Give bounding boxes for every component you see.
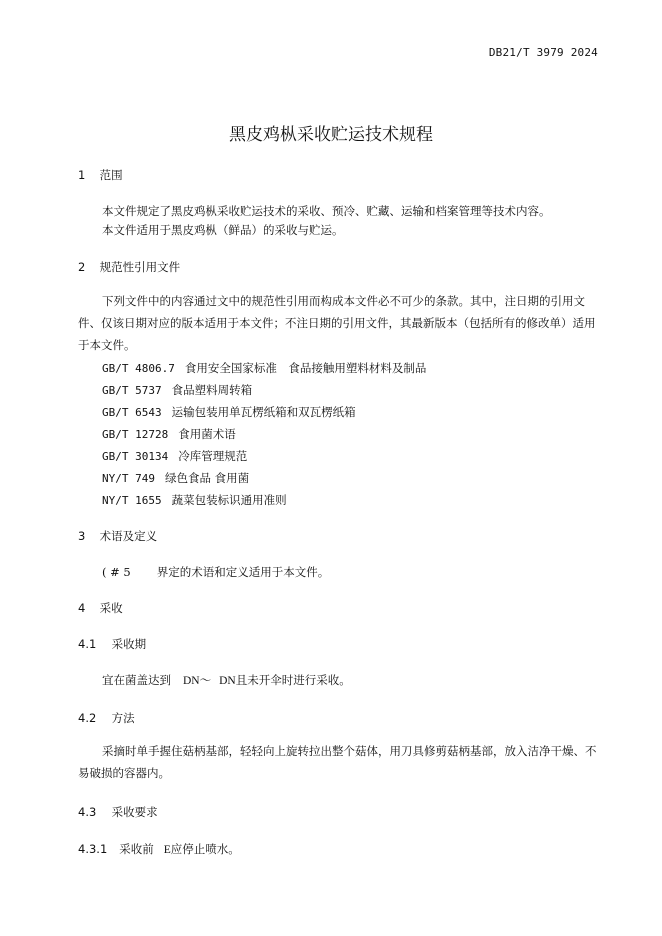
section-number: 4.2 bbox=[78, 711, 97, 725]
reference-title: 蔬菜包装标识通用准则 bbox=[171, 493, 287, 507]
section-4-2-heading bbox=[78, 710, 135, 726]
reference-title: 食用安全国家标准 食品接触用塑料材料及制品 bbox=[184, 361, 427, 375]
reference-title: 绿色食品 食用菌 bbox=[164, 471, 250, 485]
reference-item bbox=[102, 492, 287, 508]
garbled-value: DN bbox=[219, 675, 236, 687]
section-2-heading bbox=[78, 259, 180, 275]
section-number: 4.1 bbox=[78, 637, 97, 651]
section-4-1-heading bbox=[78, 636, 146, 652]
document-title: 黑皮鸡枞采收贮运技术规程 bbox=[229, 125, 433, 145]
text-part: 采收前 bbox=[119, 842, 154, 856]
section-4-3-heading bbox=[78, 804, 158, 820]
section-4-3-1-text bbox=[78, 841, 240, 857]
reference-item bbox=[102, 448, 247, 464]
section-number: 4.3.1 bbox=[78, 842, 108, 856]
section-number: 3 bbox=[78, 529, 86, 543]
section-title: 范围 bbox=[99, 168, 123, 182]
reference-title: 食品塑料周转箱 bbox=[171, 383, 253, 397]
garbled-reference: ( # 5 bbox=[102, 565, 131, 579]
definition-text: 界定的术语和定义适用于本文件。 bbox=[156, 565, 330, 579]
reference-code: NY/T 1655 bbox=[102, 494, 162, 507]
reference-title: 运输包装用单瓦楞纸箱和双瓦楞纸箱 bbox=[171, 405, 356, 419]
reference-title: 冷库管理规范 bbox=[178, 449, 248, 463]
text-part: 且未开伞时进行采收。 bbox=[235, 673, 351, 687]
section-title: 采收期 bbox=[111, 637, 147, 651]
text-part: 宜在菌盖达到 bbox=[102, 673, 171, 687]
reference-item bbox=[102, 360, 426, 376]
section-4-2-text: 采摘时单手握住菇柄基部，轻轻向上旋转拉出整个菇体，用刀具修剪菇柄基部，放入洁净干燥、不易破损的容器内。 bbox=[78, 744, 597, 780]
reference-title: 食用菌术语 bbox=[178, 427, 236, 441]
text-part: 应停止喷水。 bbox=[170, 842, 240, 856]
reference-code: GB/T 4806.7 bbox=[102, 362, 175, 375]
section-number: 2 bbox=[78, 260, 86, 274]
section-number: 1 bbox=[78, 168, 86, 182]
reference-item bbox=[102, 470, 249, 486]
section-3-heading bbox=[78, 528, 157, 544]
section-1-heading bbox=[78, 167, 123, 183]
reference-code: GB/T 12728 bbox=[102, 428, 169, 441]
section-title: 术语及定义 bbox=[99, 529, 158, 543]
section-title: 方法 bbox=[111, 711, 135, 725]
section-3-text bbox=[102, 564, 329, 580]
section-1-paragraph-2: 本文件适用于黑皮鸡枞（鲜品）的采收与贮运。 bbox=[102, 223, 344, 237]
section-1-paragraph-1: 本文件规定了黑皮鸡枞采收贮运技术的采收、预冷、贮藏、运输和档案管理等技术内容。 bbox=[102, 204, 551, 218]
section-2-intro: 下列文件中的内容通过文中的规范性引用而构成本文件必不可少的条款。其中，注日期的引用文件、仅该日期对应的版本适用于本文件；不注日期的引用文件，其最新版本（包括所有的修改单）适用于本文件。 bbox=[78, 294, 596, 352]
section-title: 采收 bbox=[99, 601, 123, 615]
reference-item bbox=[102, 426, 236, 442]
reference-code: GB/T 6543 bbox=[102, 406, 162, 419]
section-title: 采收要求 bbox=[111, 805, 158, 819]
section-title: 规范性引用文件 bbox=[99, 260, 181, 274]
reference-item bbox=[102, 382, 252, 398]
section-number: 4 bbox=[78, 601, 86, 615]
section-4-heading bbox=[78, 600, 123, 616]
reference-code: GB/T 30134 bbox=[102, 450, 169, 463]
reference-code: GB/T 5737 bbox=[102, 384, 162, 397]
standard-code: DB21/T 3979 2024 bbox=[488, 46, 598, 59]
reference-code: NY/T 749 bbox=[102, 472, 155, 485]
section-number: 4.3 bbox=[78, 805, 97, 819]
garbled-value: DN～ bbox=[183, 675, 212, 687]
section-4-1-text bbox=[102, 672, 351, 688]
garbled-value: E bbox=[163, 844, 171, 856]
reference-item bbox=[102, 404, 356, 420]
